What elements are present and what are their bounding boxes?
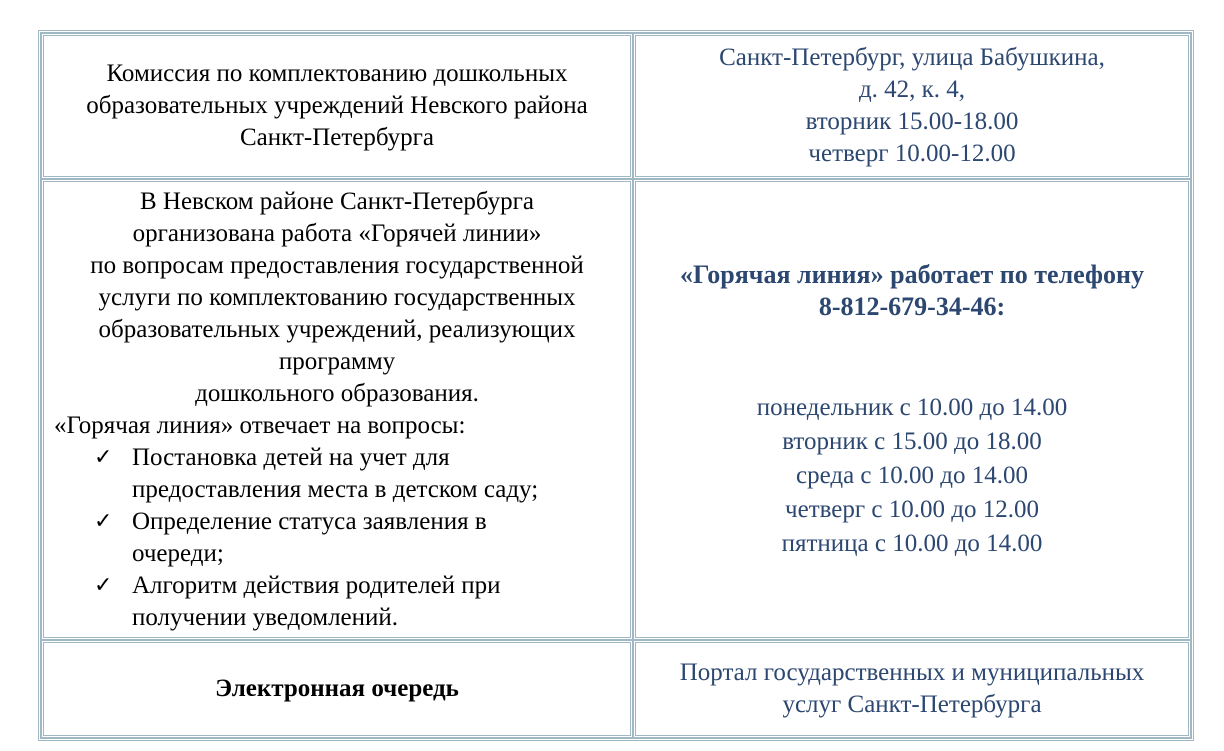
hotline-description-line: организована работа «Горячей линии» xyxy=(132,219,542,247)
portal-line[interactable]: услуг Санкт-Петербурга xyxy=(782,691,1042,718)
hotline-description-line: В Невском районе Санкт-Петербурга xyxy=(139,187,534,215)
list-item xyxy=(50,570,624,634)
commission-line: Санкт-Петербурга xyxy=(239,124,434,151)
address-line: Санкт-Петербург, улица Бабушкина, xyxy=(719,44,1105,71)
table-row-queue xyxy=(41,640,1191,738)
hotline-description-line: программу xyxy=(278,347,396,375)
checkmark-icon: ✓ xyxy=(94,444,113,470)
hotline-phone-number[interactable]: 8-812-679-34-46: xyxy=(818,291,1006,321)
table-row-hotline xyxy=(41,179,1191,640)
hotline-phone-heading xyxy=(642,259,1182,323)
question-text: очереди; xyxy=(132,539,224,567)
info-table xyxy=(38,30,1194,741)
electronic-queue-label: Электронная очередь xyxy=(215,675,459,702)
schedule-line: четверг 10.00-12.00 xyxy=(808,140,1016,167)
question-text: Постановка детей на учет для xyxy=(132,443,450,471)
question-text: предоставления места в детском саду; xyxy=(132,475,539,503)
commission-line: Комиссия по комплектованию дошкольных xyxy=(106,60,568,87)
list-item xyxy=(50,506,624,570)
table-row-commission xyxy=(41,33,1191,179)
commission-line: образовательных учреждений Невского района xyxy=(86,92,588,119)
question-text: Алгоритм действия родителей при xyxy=(132,571,501,599)
portal-cell xyxy=(633,640,1191,738)
question-text: получении уведомлений. xyxy=(132,603,399,631)
hotline-description-line: образовательных учреждений, реализующих xyxy=(98,315,576,343)
hours-line: понедельник с 10.00 до 14.00 xyxy=(756,393,1068,421)
commission-cell xyxy=(41,33,633,179)
electronic-queue-cell xyxy=(41,640,633,738)
hours-line: пятница с 10.00 до 14.00 xyxy=(781,529,1043,557)
question-text: Определение статуса заявления в xyxy=(132,507,487,535)
list-item xyxy=(50,442,624,506)
schedule-line: вторник 15.00-18.00 xyxy=(805,108,1019,135)
hours-line: вторник с 15.00 до 18.00 xyxy=(782,427,1042,455)
questions-intro: «Горячая линия» отвечает на вопросы: xyxy=(54,411,466,439)
hotline-description-cell xyxy=(41,179,633,640)
checkmark-icon: ✓ xyxy=(94,572,113,598)
hotline-schedule-cell xyxy=(633,179,1191,640)
hotline-description-line: дошкольного образования. xyxy=(195,379,479,407)
hours-line: среда с 10.00 до 14.00 xyxy=(796,461,1028,489)
hotline-description-line: по вопросам предоставления государственной xyxy=(90,251,584,279)
questions-list xyxy=(50,442,624,634)
address-line: д. 42, к. 4, xyxy=(858,76,966,103)
portal-line[interactable]: Портал государственных и муниципальных xyxy=(679,659,1145,686)
checkmark-icon: ✓ xyxy=(94,508,113,534)
hotline-heading-line: «Горячая линия» работает по телефону xyxy=(680,259,1144,289)
hotline-description-line: услуги по комплектованию государственных xyxy=(98,283,576,311)
hours-line: четверг с 10.00 до 12.00 xyxy=(785,495,1039,523)
address-cell xyxy=(633,33,1191,179)
